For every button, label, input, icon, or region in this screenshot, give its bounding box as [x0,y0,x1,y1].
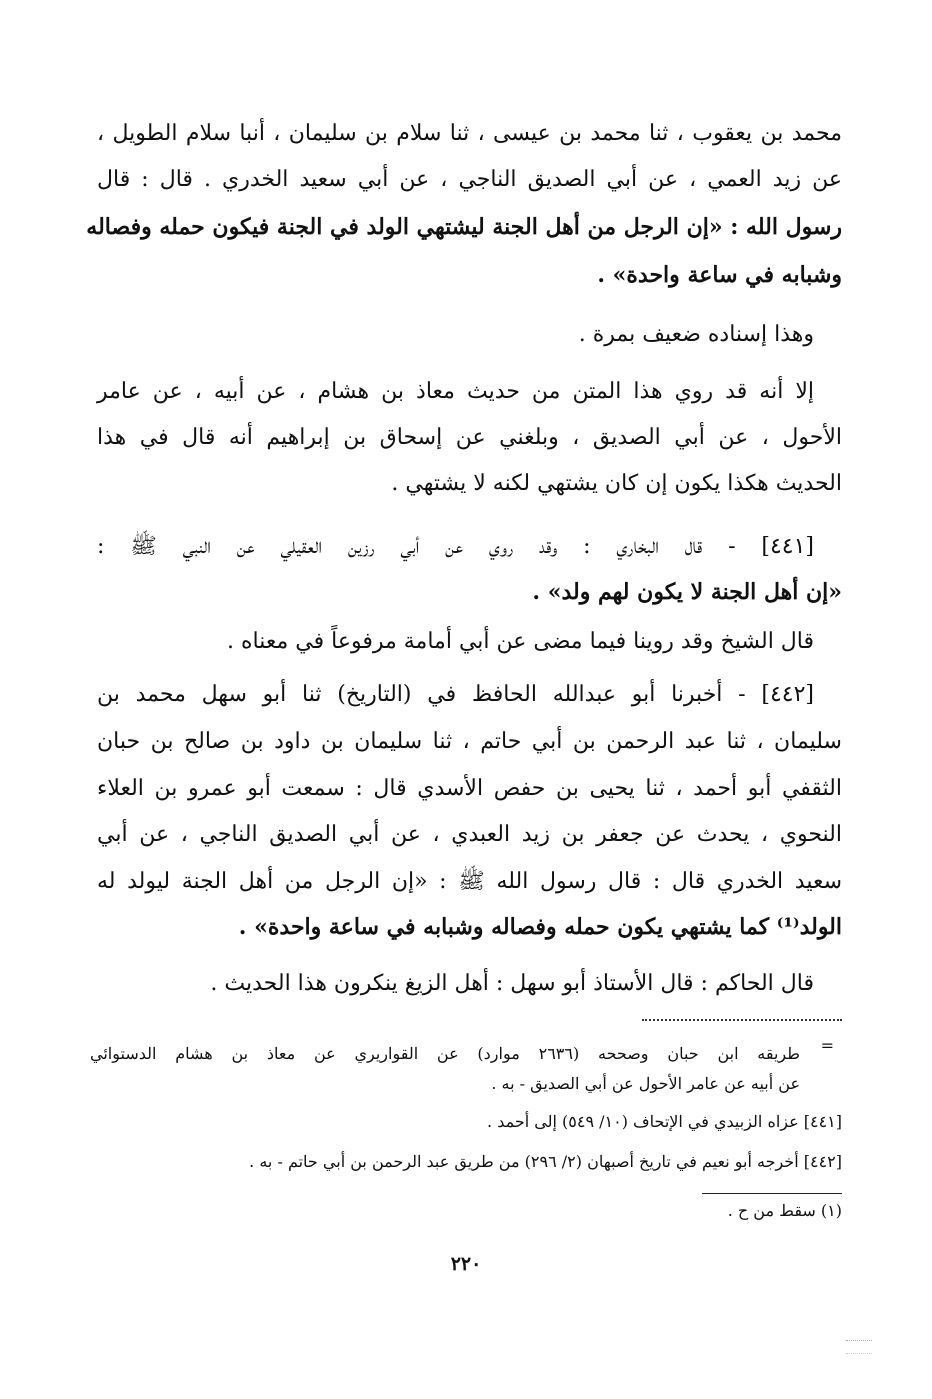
hadith-442-line: النحوي ، يحدث عن جعفر بن زيد العبدي ، عن أبي الصديق الناجي ، عن أبي [97,822,842,847]
footnote-continuation-mark: = [820,1036,834,1055]
hadith-442-line: الولد⁽¹⁾ كما يشتهي يكون حمله وفصاله وشبابه في ساعة واحدة» . [238,914,842,940]
text-line: الأحول ، عن أبي الصديق ، وبلغني عن إسحاق بن إبراهيم أنه قال في هذا [97,425,842,450]
footnote-separator [642,1019,842,1021]
text-line: إلا أنه قد روي هذا المتن من حديث معاذ بن هشام ، عن أبيه ، عن عامر [97,379,814,404]
text-line: وهذا إسناده ضعيف بمرة . [578,322,814,347]
footnote-442: [٤٤٢] أخرجه أبو نعيم في تاريخ أصبهان (٢/ ٢٩٦) من طريق عبد الرحمن بن أبي حاتم - به . [249,1152,842,1171]
text-line: الحديث هكذا يكون إن كان يشتهي لكنه لا يشتهي . [391,471,842,496]
footnote-441: [٤٤١] عزاه الزبيدي في الإتحاف (١٠/ ٥٤٩) إلى أحمد . [487,1112,842,1131]
text-line: رسول الله : «إن الرجل من أهل الجنة ليشتهي الولد في الجنة فيكون حمله وفصاله [86,214,842,240]
text-line: محمد بن يعقوب ، ثنا محمد بن عيسى ، ثنا سلام بن سليمان ، أنبا سلام الطويل ، [97,121,842,146]
scan-mark [846,1340,872,1354]
hadith-442-line: سليمان ، ثنا عبد الرحمن بن أبي حاتم ، ثنا سليمان بن داود بن صالح بن حبان [97,729,842,754]
footnote-line: طريقه ابن حبان وصححه (٢٦٣٦ موارد) عن القواريري عن معاذ بن هشام الدستوائي [90,1044,800,1063]
hadith-441-line: [٤٤١] - قال البخاري : وقد روي عن أبي رزين العقيلي عن النبي ﷺ : [97,534,814,559]
page-number: ٢٢٠ [450,1253,482,1275]
hadith-442-line: الثقفي أبو أحمد ، ثنا يحيى بن حفص الأسدي قال : سمعت أبو عمرو بن العلاء [97,776,842,801]
hadith-442-line: [٤٤٢] - أخبرنا أبو عبدالله الحافظ في (التاريخ) ثنا أبو سهل محمد بن [97,682,814,707]
text-line: قال الحاكم : قال الأستاذ أبو سهل : أهل الزيغ ينكرون هذا الحديث . [210,971,814,996]
footnote-line: عن أبيه عن عامر الأحول عن أبي الصديق - به . [491,1074,800,1093]
text-line: وشبابه في ساعة واحدة» . [597,262,842,288]
text-line: عن زيد العمي ، عن أبي الصديق الناجي ، عن أبي سعيد الخدري . قال : قال [97,167,842,192]
hadith-442-line: سعيد الخدري قال : قال رسول الله ﷺ : «إن الرجل من أهل الجنة ليولد له [97,869,842,894]
footnote-1: (١) سقط من ح . [702,1193,842,1224]
hadith-441-line: «إن أهل الجنة لا يكون لهم ولد» . [532,579,842,605]
text-line: قال الشيخ وقد روينا فيما مضى عن أبي أمامة مرفوعاً في معناه . [227,629,814,654]
